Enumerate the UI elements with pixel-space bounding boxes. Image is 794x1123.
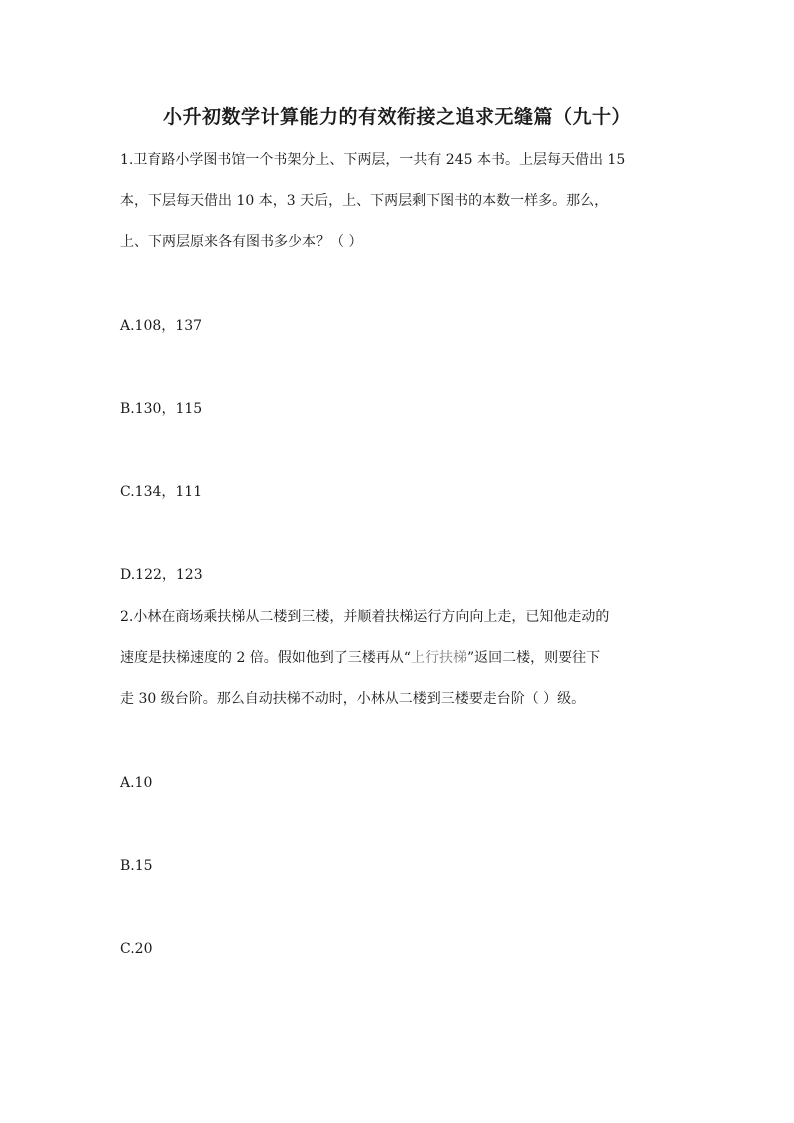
question-1-line-2: 本，下层每天借出 10 本，3 天后，上、下两层剩下图书的本数一样多。那么， <box>120 193 609 209</box>
question-2-option-a: A.10 <box>120 775 153 791</box>
question-2-line-3: 走 30 级台阶。那么自动扶梯不动时，小林从二楼到三楼要走台阶（ ）级。 <box>120 691 586 707</box>
question-1-option-c: C.134，111 <box>120 484 203 500</box>
question-1-option-b: B.130，115 <box>120 401 203 417</box>
question-2-option-b: B.15 <box>120 858 153 874</box>
question-1-option-a: A.108，137 <box>120 318 203 334</box>
question-2-option-c: C.20 <box>120 941 153 957</box>
question-2-line-2 <box>120 648 680 668</box>
question-2-line-2-end: ”返回二楼，则要往下 <box>466 650 601 666</box>
question-1-option-d: D.122，123 <box>120 567 203 583</box>
question-2-line-1: 2.小林在商场乘扶梯从二楼到三楼，并顺着扶梯运行方向向上走，已知他走动的 <box>120 609 610 625</box>
document-title: 小升初数学计算能力的有效衔接之追求无缝篇（九十） <box>162 106 631 128</box>
question-1-line-1: 1.卫育路小学图书馆一个书架分上、下两层，一共有 245 本书。上层每天借出 15 <box>120 152 626 168</box>
question-1-line-3: 上、下两层原来各有图书多少本？（ ） <box>120 234 363 250</box>
question-2-line-2-start: 速度是扶梯速度的 2 倍。假如他到了三楼再从“ <box>120 650 411 666</box>
highlighted-term: 上行扶梯 <box>410 650 467 666</box>
